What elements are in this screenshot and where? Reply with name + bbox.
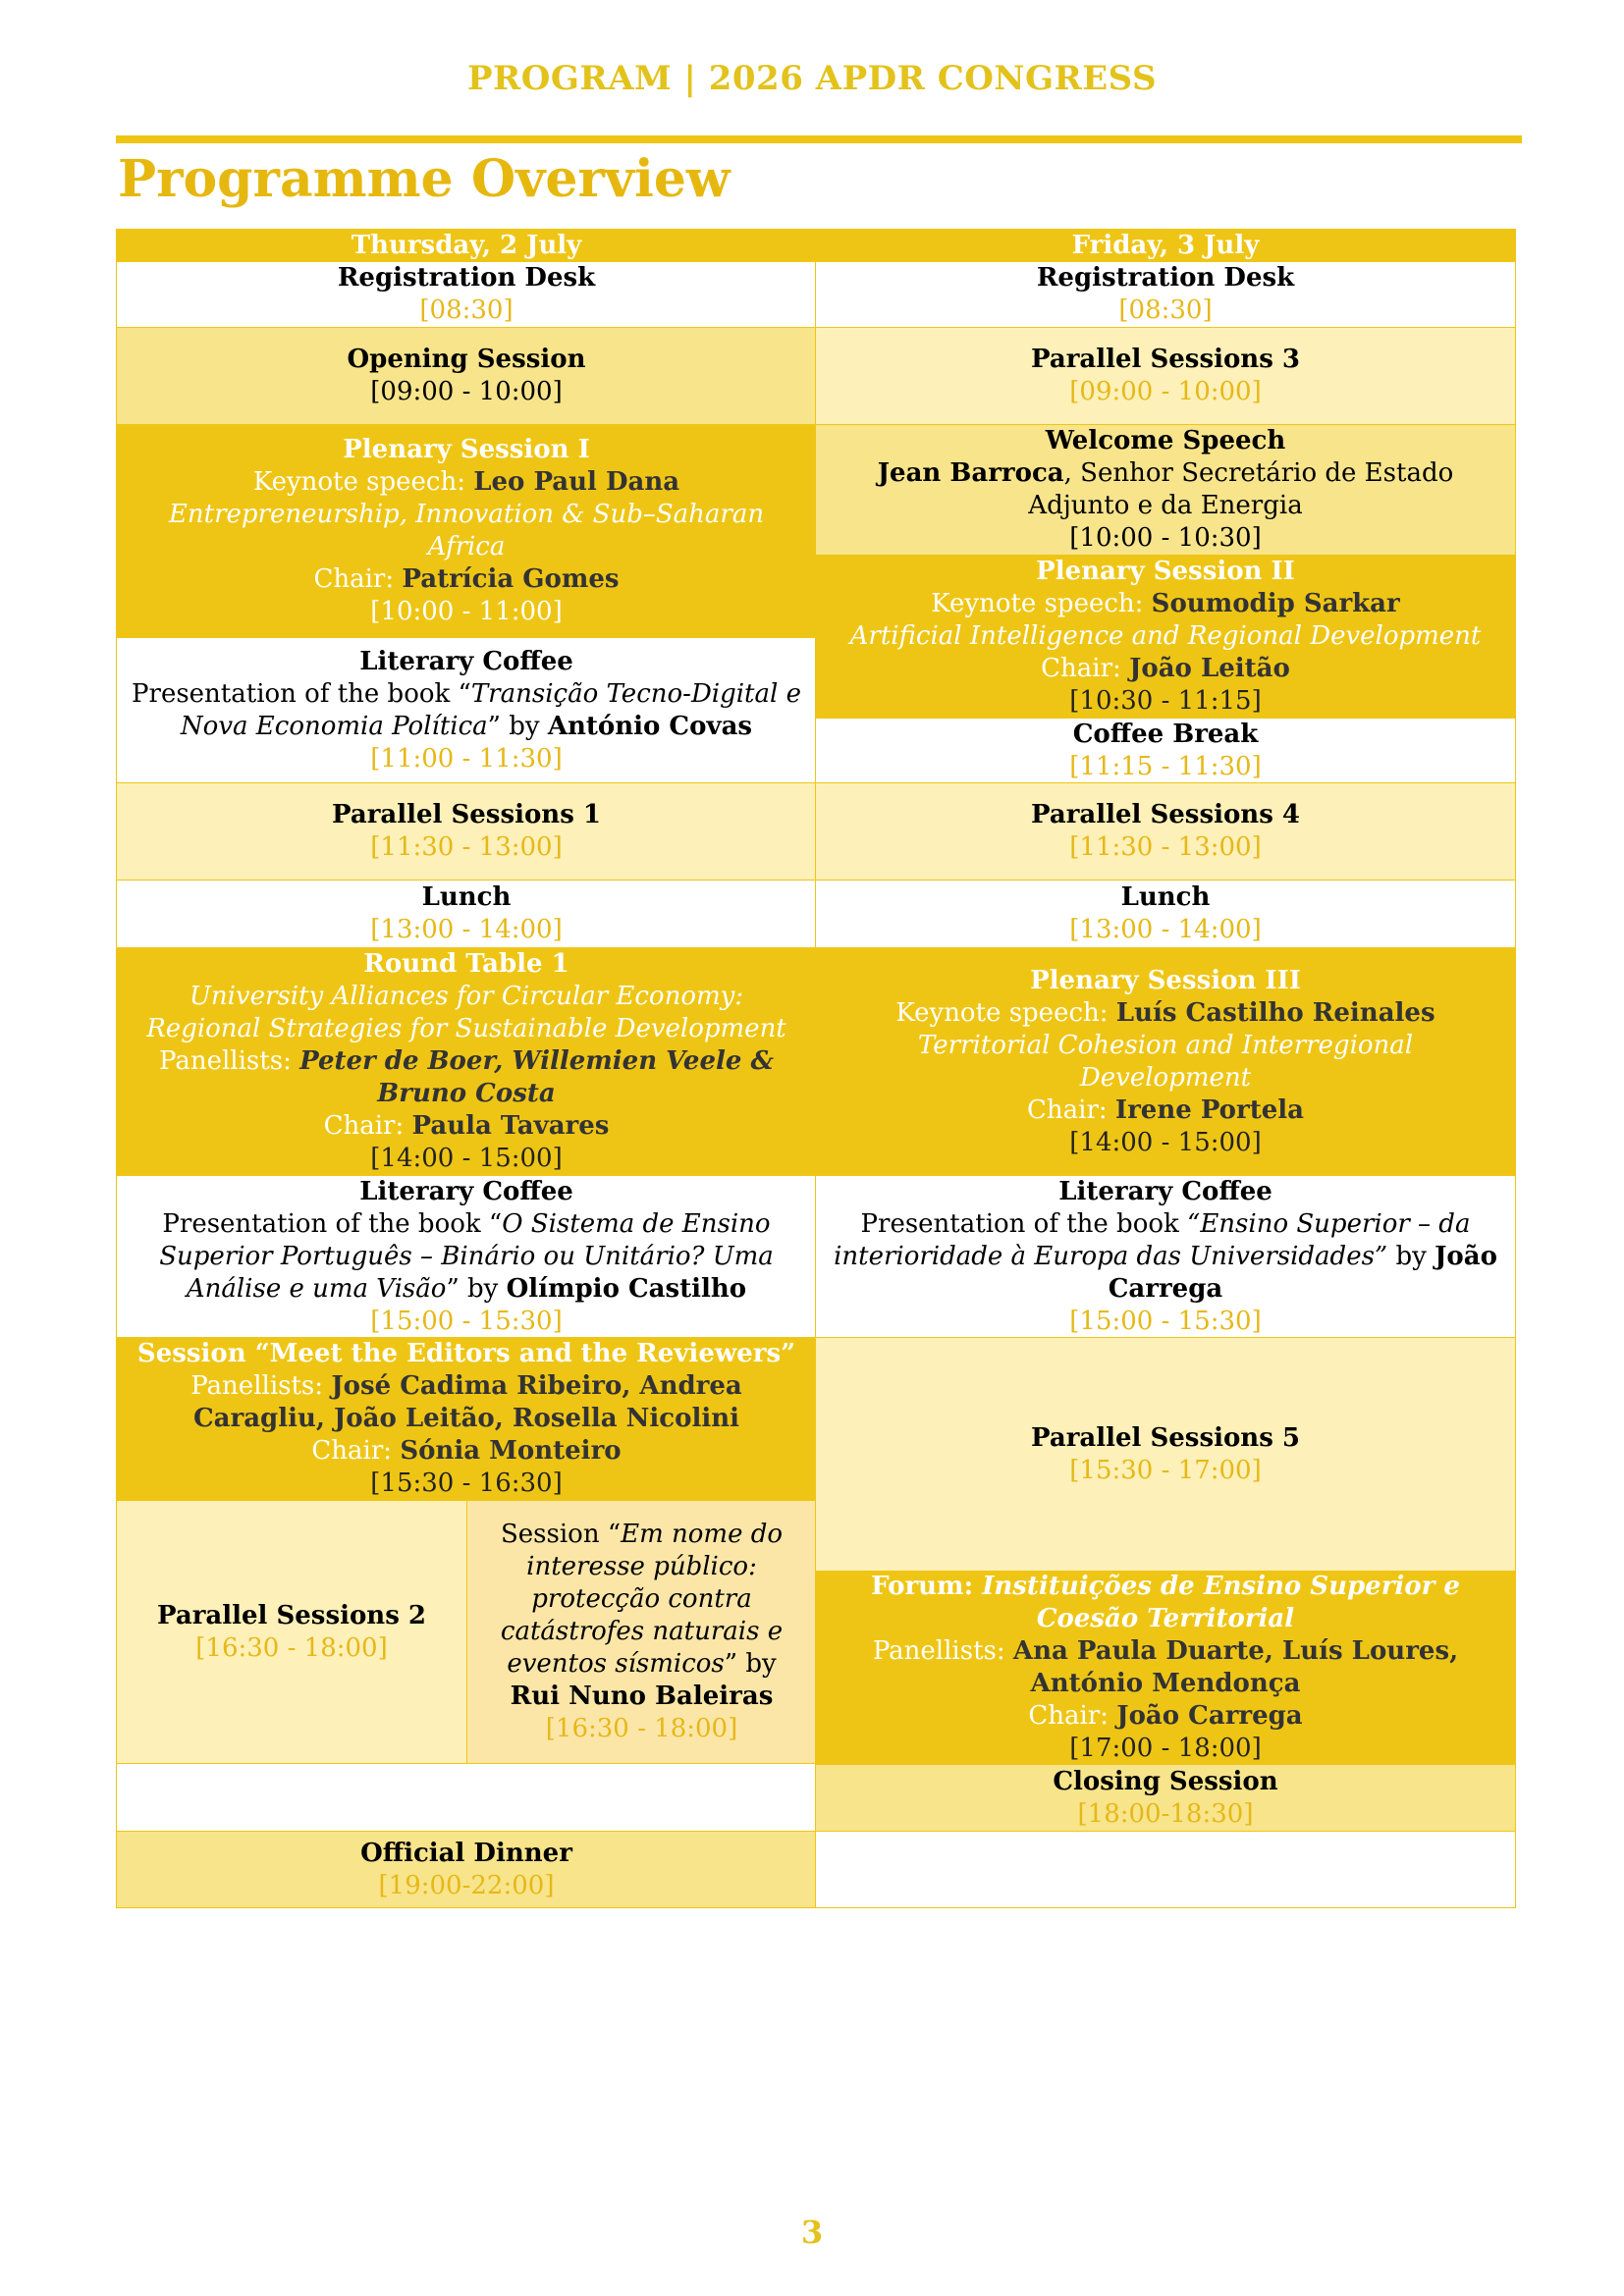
session-title: Registration Desk [337, 263, 596, 293]
session-title: Lunch [1120, 882, 1211, 912]
keynote-line: Keynote speech: Luís Castilho Reinales [895, 997, 1435, 1028]
session-topic: Artificial Intelligence and Regional Development [849, 621, 1482, 651]
session-time: [14:00 - 15:00] [1069, 1127, 1262, 1157]
session-title: Registration Desk [1036, 263, 1295, 293]
fri-closing-session [815, 1764, 1516, 1832]
session-time: [11:15 - 11:30] [1069, 751, 1262, 781]
session-time: [15:00 - 15:30] [370, 1306, 563, 1336]
session-time: [08:30] [419, 295, 514, 325]
session-time: [16:30 - 18:00] [195, 1632, 388, 1663]
session-time: [10:00 - 11:00] [370, 597, 563, 626]
header-rule [116, 135, 1522, 143]
keynote-line: Keynote speech: Soumodip Sarkar [931, 589, 1400, 618]
session-title: Literary Coffee [359, 1176, 573, 1206]
panellists-line: Panellists: Peter de Boer, Willemien Veele & Bruno Costa [159, 1046, 774, 1108]
friday-header: Friday, 3 July [815, 229, 1516, 262]
fri-parallel4 [815, 782, 1516, 881]
session-title: Plenary Session I [343, 435, 590, 464]
session-title: Parallel Sessions 4 [1031, 800, 1300, 829]
fri-coffee-break [815, 718, 1516, 783]
session-time: [09:00 - 10:00] [1069, 377, 1262, 406]
page-title: Programme Overview [118, 149, 731, 209]
session-title: Plenary Session III [1030, 965, 1301, 995]
session-title: Opening Session [347, 345, 586, 374]
session-time: [16:30 - 18:00] [545, 1714, 738, 1743]
session-title: Official Dinner [360, 1838, 572, 1868]
session-time: [19:00-22:00] [378, 1870, 555, 1900]
session-title: Session “Meet the Editors and the Reviewers” [136, 1339, 796, 1368]
session-title: Welcome Speech [1045, 426, 1286, 455]
thu-registration [116, 261, 817, 328]
book-line: Presentation of the book “O Sistema de Ensino Superior Português – Binário ou Unitário? Uma Análise e uma Visão” by Olímpio Castilho [159, 1208, 774, 1304]
fri-forum [815, 1571, 1516, 1765]
fri-empty-slot [815, 1831, 1516, 1908]
panellists-line: Panellists: Ana Paula Duarte, Luís Loures, António Mendonça [872, 1636, 1459, 1698]
chair-line: Chair: Patrícia Gomes [313, 564, 620, 594]
session-time: [15:30 - 17:00] [1069, 1455, 1262, 1485]
session-time: [14:00 - 15:00] [370, 1144, 563, 1173]
session-title: Parallel Sessions 2 [157, 1600, 426, 1630]
session-title: Parallel Sessions 5 [1031, 1422, 1300, 1453]
session-title: Parallel Sessions 1 [332, 800, 601, 829]
speaker-line: Jean Barroca, Senhor Secretário de Estado Adjunto e da Energia [877, 458, 1454, 520]
forum-title-line: Forum: Instituições de Ensino Superior e Coesão Territorial [871, 1572, 1460, 1633]
special-session-line: Session “Em nome do interesse público: protecção contra catástrofes naturais e eventos sísmicos” by Rui Nuno Baleiras [500, 1520, 784, 1711]
session-topic: Entrepreneurship, Innovation & Sub–Saharan Africa [168, 500, 765, 561]
session-time: [10:30 - 11:15] [1069, 686, 1262, 716]
session-title: Round Table 1 [363, 949, 569, 979]
session-title: Closing Session [1053, 1766, 1278, 1796]
page-number: 3 [800, 2214, 824, 2251]
fri-parallel5 [815, 1337, 1516, 1572]
fri-welcome-speech [815, 424, 1516, 556]
session-topic: Territorial Cohesion and Interregional Development [917, 1030, 1414, 1093]
book-line: Presentation of the book “Transição Tecno-Digital e Nova Economia Política” by António Covas [132, 678, 801, 741]
chair-line: Chair: Irene Portela [1027, 1095, 1304, 1125]
thu-empty-slot [116, 1763, 817, 1832]
fri-registration [815, 261, 1516, 328]
thu-opening [116, 327, 817, 425]
keynote-line: Keynote speech: Leo Paul Dana [252, 467, 680, 497]
session-time: [13:00 - 14:00] [1069, 915, 1262, 944]
session-time: [10:00 - 10:30] [1069, 523, 1262, 553]
session-time: [15:30 - 16:30] [370, 1468, 563, 1498]
chair-line: Chair: João Carrega [1028, 1701, 1303, 1731]
fri-plenary3 [815, 947, 1516, 1176]
session-title: Parallel Sessions 3 [1031, 345, 1300, 374]
thu-literary-coffee-1 [116, 637, 817, 783]
thu-literary-coffee-2 [116, 1175, 817, 1338]
session-time: [09:00 - 10:00] [370, 377, 563, 406]
session-topic: University Alliances for Circular Economy: Regional Strategies for Sustainable Development [146, 982, 786, 1043]
session-time: [11:30 - 13:00] [1069, 832, 1262, 862]
session-title: Literary Coffee [1058, 1176, 1272, 1206]
panellists-line: Panellists: José Cadima Ribeiro, Andrea Caragliu, João Leitão, Rosella Nicolini [190, 1371, 742, 1433]
thu-lunch [116, 880, 817, 948]
thu-official-dinner [116, 1831, 817, 1908]
fri-lunch [815, 880, 1516, 948]
thu-parallel2 [116, 1500, 467, 1764]
thursday-header: Thursday, 2 July [116, 229, 817, 262]
session-time: [13:00 - 14:00] [370, 915, 563, 944]
session-title: Lunch [421, 882, 512, 912]
session-time: [17:00 - 18:00] [1069, 1734, 1262, 1763]
thu-special-session [466, 1500, 817, 1764]
session-time: [08:30] [1118, 295, 1213, 325]
chair-line: Chair: João Leitão [1041, 654, 1290, 683]
thu-plenary1 [116, 424, 817, 638]
session-title: Literary Coffee [359, 646, 573, 676]
thu-round-table [116, 947, 817, 1176]
thu-meet-editors [116, 1337, 817, 1501]
chair-line: Chair: Sónia Monteiro [311, 1436, 622, 1466]
chair-line: Chair: Paula Tavares [323, 1111, 610, 1141]
fri-plenary2 [815, 555, 1516, 719]
thu-parallel1 [116, 782, 817, 881]
session-time: [18:00-18:30] [1077, 1798, 1254, 1829]
session-time: [11:30 - 13:00] [370, 832, 563, 862]
session-title: Plenary Session II [1036, 557, 1295, 586]
session-title: Coffee Break [1072, 719, 1259, 749]
session-time: [11:00 - 11:30] [370, 743, 563, 774]
running-header: PROGRAM | 2026 APDR CONGRESS [466, 59, 1158, 98]
fri-parallel3 [815, 327, 1516, 425]
session-time: [15:00 - 15:30] [1069, 1306, 1262, 1336]
fri-literary-coffee [815, 1175, 1516, 1338]
book-line: Presentation of the book “Ensino Superior – da interioridade à Europa das Universidades” by João Carrega [834, 1208, 1497, 1304]
